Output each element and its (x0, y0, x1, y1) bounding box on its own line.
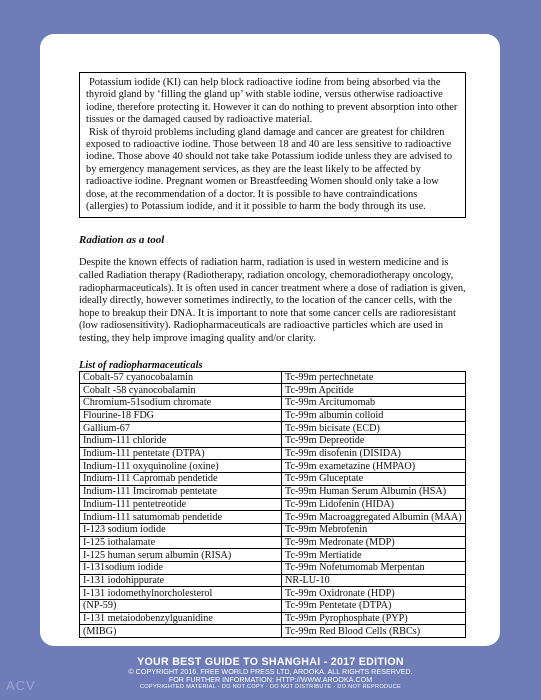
footer (0, 656, 541, 691)
table-cell-left: I-131 iodomethylnorcholesterol (80, 587, 282, 600)
footer-copyright: © COPYRIGHT 2016. FREE WORLD PRESS LTD, AROOKA. ALL RIGHTS RESERVED. (128, 667, 413, 676)
table-row (80, 460, 466, 473)
table-cell-left: I-131 iodohippurate (80, 574, 282, 587)
table-row (80, 422, 466, 435)
radiopharmaceuticals-table (79, 371, 466, 638)
table-cell-right: Tc-99m Apcitide (282, 384, 466, 397)
table-row (80, 536, 466, 549)
table-cell-right: Tc-99m Human Serum Albumin (HSA) (282, 485, 466, 498)
table-cell-left: (NP-59) (80, 600, 282, 613)
table-cell-left: Chromium-51sodium chromate (80, 397, 282, 410)
table-cell-right: Tc-99m Depreotide (282, 435, 466, 448)
ki-paragraph-2: Risk of thyroid problems including gland damage and cancer are greatest for children exposed to radioactive iodine. Those between 18 and 40 are less sensitive to radioactive iodine. Those above 40 should not take take Potassium iodide unless they are advised to by emergency management services, as they are the least likely to be affected by radioactive iodine. Pregnant women or Breastfeeding Women should only take a low dose, at the recommendation of a doctor. It is possible to have contraindications (allergies) to Potassium iodide, and it it possible to harm the body through its use. (86, 126, 453, 213)
table-cell-right: Tc-99m Medronate (MDP) (282, 536, 466, 549)
table-row (80, 397, 466, 410)
table-cell-right: Tc-99m Pyrophosphate (PYP) (282, 612, 466, 625)
table-row (80, 485, 466, 498)
table-cell-right: Tc-99m exametazine (HMPAO) (282, 460, 466, 473)
table-cell-left: Flourine-18 FDG (80, 409, 282, 422)
table-cell-left: Cobalt -58 cyanocobalamin (80, 384, 282, 397)
table-cell-right: Tc-99m Nofetumomab Merpentan (282, 561, 466, 574)
table-cell-left: Indium-111 Imciromab pentetate (80, 485, 282, 498)
table-cell-right: Tc-99m Gluceptate (282, 473, 466, 486)
table-row (80, 473, 466, 486)
table-cell-right: Tc-99m bicisate (ECD) (282, 422, 466, 435)
table-cell-left: Indium-111 pentetreotide (80, 498, 282, 511)
table-cell-left: Indium-111 pentetate (DTPA) (80, 447, 282, 460)
table-cell-right: NR-LU-10 (282, 574, 466, 587)
table-cell-right: Tc-99m Oxidronate (HDP) (282, 587, 466, 600)
table-row (80, 371, 466, 384)
table-cell-left: I-131sodium iodide (80, 561, 282, 574)
table-cell-left: Indium-111 Capromab pendetide (80, 473, 282, 486)
table-cell-left: Indium-111 satumomab pendetide (80, 511, 282, 524)
table-row (80, 409, 466, 422)
table-cell-right: Tc-99m pertechnetate (282, 371, 466, 384)
table-row (80, 574, 466, 587)
table-cell-left: I-123 sodium iodide (80, 523, 282, 536)
table-row (80, 612, 466, 625)
potassium-iodide-box (79, 72, 466, 218)
table-row (80, 625, 466, 638)
watermark: ACV (6, 678, 36, 693)
table-cell-right: Tc-99m Arcitumomab (282, 397, 466, 410)
table-row (80, 498, 466, 511)
table-cell-right: Tc-99m Mertiatide (282, 549, 466, 562)
footer-notice: COPYRIGHTED MATERIAL - DO NOT COPY - DO NOT DISTRIBUTE - DO NOT REPRODUCE (139, 684, 402, 690)
footer-title: YOUR BEST GUIDE TO SHANGHAI - 2017 EDITION (137, 656, 404, 668)
section-heading: Radiation as a tool (79, 234, 165, 247)
table-row (80, 435, 466, 448)
section-body: Despite the known effects of radiation harm, radiation is used in western medicine and is called Radiation therapy (Radiotherapy, radiation oncology, chemoradiotherapy oncology, radiopharmaceuticals). It is often used in cancer treatment where a dose of radiation is given, ideally directly, however sometimes indirectly, to the location of the cancer cells, with the hope to breakup their DNA. It is important to note that some cancer cells are radioresistant (low radiosensitivity). Radiopharmaceuticals are radioactive particles which are used in testing, they help improve imaging quality and/or clarity. (79, 257, 466, 345)
table-cell-left: Indium-111 oxyquinoline (oxine) (80, 460, 282, 473)
table-cell-right: Tc-99m disofenin (DISIDA) (282, 447, 466, 460)
table-row (80, 587, 466, 600)
table-row (80, 561, 466, 574)
table-cell-right: Tc-99m Lidofenin (HIDA) (282, 498, 466, 511)
table-cell-left: I-125 iothalamate (80, 536, 282, 549)
footer-info: FOR FURTHER INFORMATION: HTTP://WWW.AROOKA.COM (168, 675, 373, 684)
table-cell-right: Tc-99m albumin colloid (282, 409, 466, 422)
table-cell-right: Tc-99m Red Blood Cells (RBCs) (282, 625, 466, 638)
table-row (80, 523, 466, 536)
list-title: List of radiopharmaceuticals (79, 359, 203, 371)
table-cell-left: Gallium-67 (80, 422, 282, 435)
ki-paragraph-1: Potassium iodide (KI) can help block radioactive iodine from being absorbed via the thyroid gland by ‘filling the gland up’ with stable iodine, versus otherwise radioactive iodine, therefore protecting it. However it can do nothing to prevent absorption into other tissues or the damaged caused by radioactive material. (86, 77, 458, 126)
table-cell-right: Tc-99m Pentetate (DTPA) (282, 600, 466, 613)
table-row (80, 600, 466, 613)
table-cell-left: (MIBG) (80, 625, 282, 638)
table-row (80, 447, 466, 460)
table-row (80, 511, 466, 524)
table-cell-right: Tc-99m Macroaggregated Albumin (MAA) (282, 511, 466, 524)
table-row (80, 384, 466, 397)
table-cell-left: Indium-111 chloride (80, 435, 282, 448)
table-cell-left: Cobalt-57 cyanocobalamin (80, 371, 282, 384)
table-cell-left: I-125 human serum albumin (RISA) (80, 549, 282, 562)
table-cell-right: Tc-99m Mebrofenin (282, 523, 466, 536)
document-page (40, 34, 500, 646)
table-row (80, 549, 466, 562)
table-cell-left: I-131 metaiodobenzylguanidine (80, 612, 282, 625)
